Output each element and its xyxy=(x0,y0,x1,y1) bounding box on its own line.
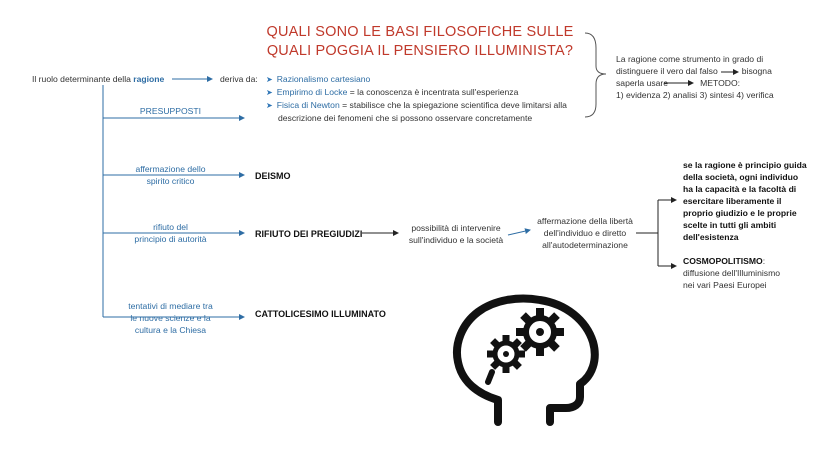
title-line-2: QUALI POGGIA IL PENSIERO ILLUMINISTA? xyxy=(266,43,574,59)
branch-critico-line: spirito critico xyxy=(146,176,195,186)
cosmo-line: nei vari Paesi Europei xyxy=(683,280,767,290)
node-liberta-line: affermazione della libertà xyxy=(537,216,633,226)
note-line-3b: METODO: xyxy=(700,78,741,88)
cosmo-title: COSMOPOLITISMO xyxy=(683,256,763,266)
note-line-4: 1) evidenza 2) analisi 3) sintesi 4) verifica xyxy=(616,90,774,100)
note-line-2b: bisogna xyxy=(741,66,772,76)
sources-list xyxy=(266,73,586,124)
principio-line: scelte in tutti gli ambiti xyxy=(683,220,777,230)
branch-mediare-line: cultura e la Chiesa xyxy=(134,325,207,335)
note-line-3a: saperla usare xyxy=(616,78,669,88)
chevron-bullet-icon: ➤ xyxy=(266,75,273,84)
branch-mediare-line: le nuove scienze e la xyxy=(130,313,211,323)
root-node xyxy=(32,73,164,85)
node-possibilita xyxy=(400,222,512,246)
source-name: Fisica di Newton xyxy=(276,100,340,110)
method-note xyxy=(616,53,821,101)
principio-line: della società, ogni individuo xyxy=(683,172,799,182)
branch-critico-line: affermazione dello xyxy=(135,164,206,174)
derives-label: deriva da: xyxy=(220,74,258,84)
note-line-2a: distinguere il vero dal falso xyxy=(616,66,718,76)
branch-presupposti: PRESUPPOSTI xyxy=(139,106,202,116)
root-keyword: ragione xyxy=(133,74,165,84)
node-liberta xyxy=(530,215,640,251)
title-line-1: QUALI SONO LE BASI FILOSOFICHE SULLE xyxy=(266,24,574,40)
cosmopolitismo xyxy=(683,255,823,291)
principio-text xyxy=(683,159,823,243)
source-item xyxy=(266,99,586,112)
source-item xyxy=(266,86,586,99)
principio-line: se la ragione è principio guida xyxy=(683,160,807,170)
chevron-bullet-icon: ➤ xyxy=(266,101,273,110)
source-continuation: descrizione dei fenomeni che si possono osservare concretamente xyxy=(278,113,533,123)
branch-mediare xyxy=(108,300,233,336)
branch-autorita-line: rifiuto del xyxy=(153,222,188,232)
source-item xyxy=(266,73,586,86)
source-desc: = la conoscenza è incentrata sull'esperienza xyxy=(347,87,519,97)
node-deismo: DEISMO xyxy=(255,171,291,181)
root-prefix: Il ruolo determinante della xyxy=(32,74,134,84)
principio-line: ha la capacità e la facoltà di xyxy=(683,184,797,194)
brain-gears-icon xyxy=(448,292,608,427)
node-possibilita-line: sull'individuo e la società xyxy=(408,235,504,245)
source-desc: = stabilisce che la spiegazione scientifica deve limitarsi alla xyxy=(339,100,567,110)
principio-line: proprio giudizio e le proprie xyxy=(683,208,797,218)
cosmo-colon: : xyxy=(762,256,766,266)
source-name: Empirimo di Locke xyxy=(276,87,348,97)
branch-critico xyxy=(108,163,233,187)
principio-line: esercitare liberamente il xyxy=(683,196,782,206)
node-liberta-line: all'autodeterminazione xyxy=(542,240,628,250)
source-name: Razionalismo cartesiano xyxy=(276,74,371,84)
cosmo-line: diffusione dell'Illuminismo xyxy=(683,268,781,278)
chevron-bullet-icon: ➤ xyxy=(266,88,273,97)
node-cattolicesimo: CATTOLICESIMO ILLUMINATO xyxy=(255,309,386,319)
node-possibilita-line: possibilità di intervenire xyxy=(411,223,501,233)
principio-line: dell'esistenza xyxy=(683,232,739,242)
branch-mediare-line: tentativi di mediare tra xyxy=(128,301,213,311)
note-line-1: La ragione come strumento in grado di xyxy=(616,54,764,64)
node-pregiudizi: RIFIUTO DEI PREGIUDIZI xyxy=(255,229,363,239)
node-liberta-line: dell'individuo e diretto xyxy=(543,228,627,238)
branch-autorita-line: principio di autorità xyxy=(134,234,207,244)
page-title xyxy=(250,23,590,61)
branch-autorita xyxy=(108,221,233,245)
